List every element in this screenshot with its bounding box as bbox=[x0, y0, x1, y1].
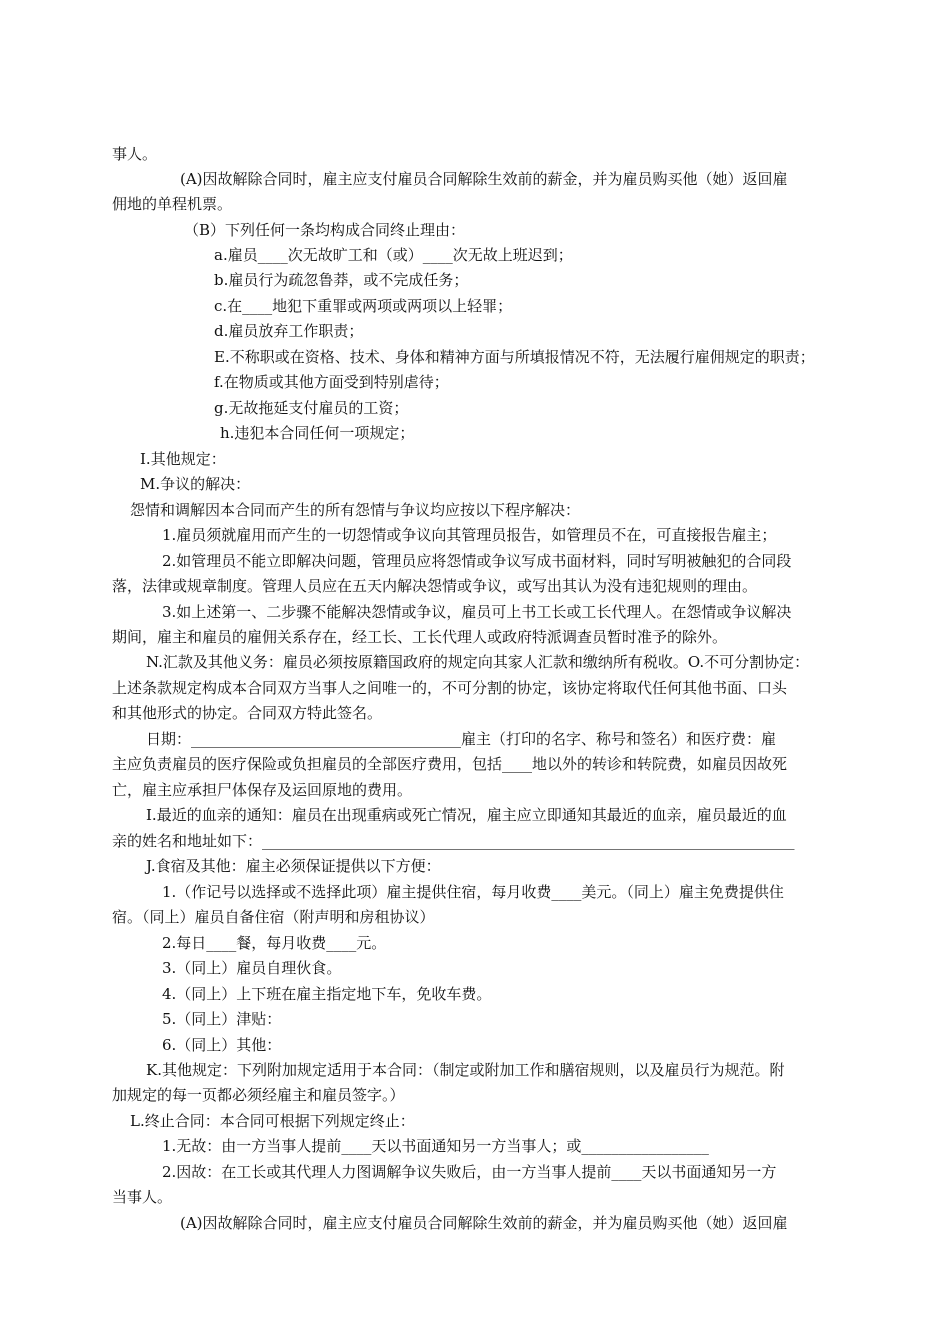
text-line: 加规定的每一页都必须经雇主和雇员签字。） bbox=[112, 1086, 405, 1104]
text-line: 2.因故：在工长或其代理人力图调解争议失败后，由一方当事人提前____天以书面通知另一方 bbox=[162, 1163, 777, 1181]
text-line: I.其他规定： bbox=[140, 450, 226, 468]
text-line: a.雇员____次无故旷工和（或）____次无故上班迟到； bbox=[214, 246, 573, 264]
text-line: 期间，雇主和雇员的雇佣关系存在，经工长、工长代理人或政府特派调查员暂时准予的除外。 bbox=[112, 628, 728, 646]
text-line: 2.每日____餐，每月收费____元。 bbox=[162, 934, 387, 952]
text-line: 2.如管理员不能立即解决问题，管理员应将怨情或争议写成书面材料，同时写明被触犯的合同段 bbox=[162, 552, 792, 570]
text-line: J.食宿及其他：雇主必须保证提供以下方便： bbox=[146, 857, 441, 875]
text-line: 主应负责雇员的医疗保险或负担雇员的全部医疗费用，包括____地以外的转诊和转院费，如雇员因故死 bbox=[112, 755, 788, 773]
text-line: h.违犯本合同任何一项规定； bbox=[220, 424, 415, 442]
text-line: d.雇员放弃工作职责； bbox=[214, 322, 364, 340]
text-line: L.终止合同：本合同可根据下列规定终止： bbox=[130, 1112, 415, 1130]
text-line: M.争议的解决： bbox=[140, 475, 251, 493]
text-line: 1.雇员须就雇用而产生的一切怨情或争议向其管理员报告，如管理员不在，可直接报告雇主； bbox=[162, 526, 777, 544]
text-line: K.其他规定：下列附加规定适用于本合同：（制定或附加工作和膳宿规则，以及雇员行为规范。附 bbox=[146, 1061, 785, 1079]
text-line: 上述条款规定构成本合同双方当事人之间唯一的，不可分割的协定，该协定将取代任何其他书面、口头 bbox=[112, 679, 788, 697]
text-line: 5.（同上）津贴： bbox=[162, 1010, 282, 1028]
text-line: E.不称职或在资格、技术、身体和精神方面与所填报情况不符，无法履行雇佣规定的职责； bbox=[214, 348, 815, 366]
text-line: 亲的姓名和地址如下：_______________________________________________________________________ bbox=[112, 832, 795, 850]
text-line: g.无故拖延支付雇员的工资； bbox=[214, 399, 409, 417]
text-line: 宿。（同上）雇员自备住宿（附声明和房租协议） bbox=[112, 908, 435, 926]
text-line: 当事人。 bbox=[112, 1188, 173, 1206]
text-line: b.雇员行为疏忽鲁莽，或不完成任务； bbox=[214, 271, 469, 289]
text-line: 亡，雇主应承担尸体保存及运回原地的费用。 bbox=[112, 781, 413, 799]
text-line: 3.如上述第一、二步骤不能解决怨情或争议，雇员可上书工长或工长代理人。在怨情或争议解决 bbox=[162, 603, 792, 621]
text-line: N.汇款及其他义务：雇员必须按原籍国政府的规定向其家人汇款和缴纳所有税收。O.不可分割协定： bbox=[146, 653, 810, 671]
text-line: 和其他形式的协定。合同双方特此签名。 bbox=[112, 704, 383, 722]
text-line: （B）下列任何一条均构成合同终止理由： bbox=[184, 221, 466, 239]
text-line: 日期：____________________________________雇主（打印的名字、称号和签名）和医疗费：雇 bbox=[146, 730, 777, 748]
text-line: 1.无故：由一方当事人提前____天以书面通知另一方当事人；或_________________ bbox=[162, 1137, 709, 1155]
text-line: f.在物质或其他方面受到特别虐待； bbox=[214, 373, 449, 391]
text-line: 佣地的单程机票。 bbox=[112, 195, 233, 213]
text-line: 怨情和调解因本合同而产生的所有怨情与争议均应按以下程序解决： bbox=[130, 501, 581, 519]
text-line: 4.（同上）上下班在雇主指定地下车，免收车费。 bbox=[162, 985, 492, 1003]
text-line: 3.（同上）雇员自理伙食。 bbox=[162, 959, 342, 977]
text-line: (A)因故解除合同时，雇主应支付雇员合同解除生效前的薪金，并为雇员购买他（她）返回雇 bbox=[180, 1214, 788, 1232]
text-line: 落，法律或规章制度。管理人员应在五天内解决怨情或争议，或写出其认为没有违犯规则的理由。 bbox=[112, 577, 758, 595]
text-line: 事人。 bbox=[112, 145, 158, 163]
text-line: (A)因故解除合同时，雇主应支付雇员合同解除生效前的薪金，并为雇员购买他（她）返回雇 bbox=[180, 170, 788, 188]
text-line: I.最近的血亲的通知：雇员在出现重病或死亡情况，雇主应立即通知其最近的血亲，雇员最近的血 bbox=[146, 806, 787, 824]
text-line: 6.（同上）其他： bbox=[162, 1036, 282, 1054]
text-line: 1.（作记号以选择或不选择此项）雇主提供住宿，每月收费____美元。（同上）雇主免费提供住 bbox=[162, 883, 784, 901]
text-line: c.在____地犯下重罪或两项或两项以上轻罪； bbox=[214, 297, 513, 315]
